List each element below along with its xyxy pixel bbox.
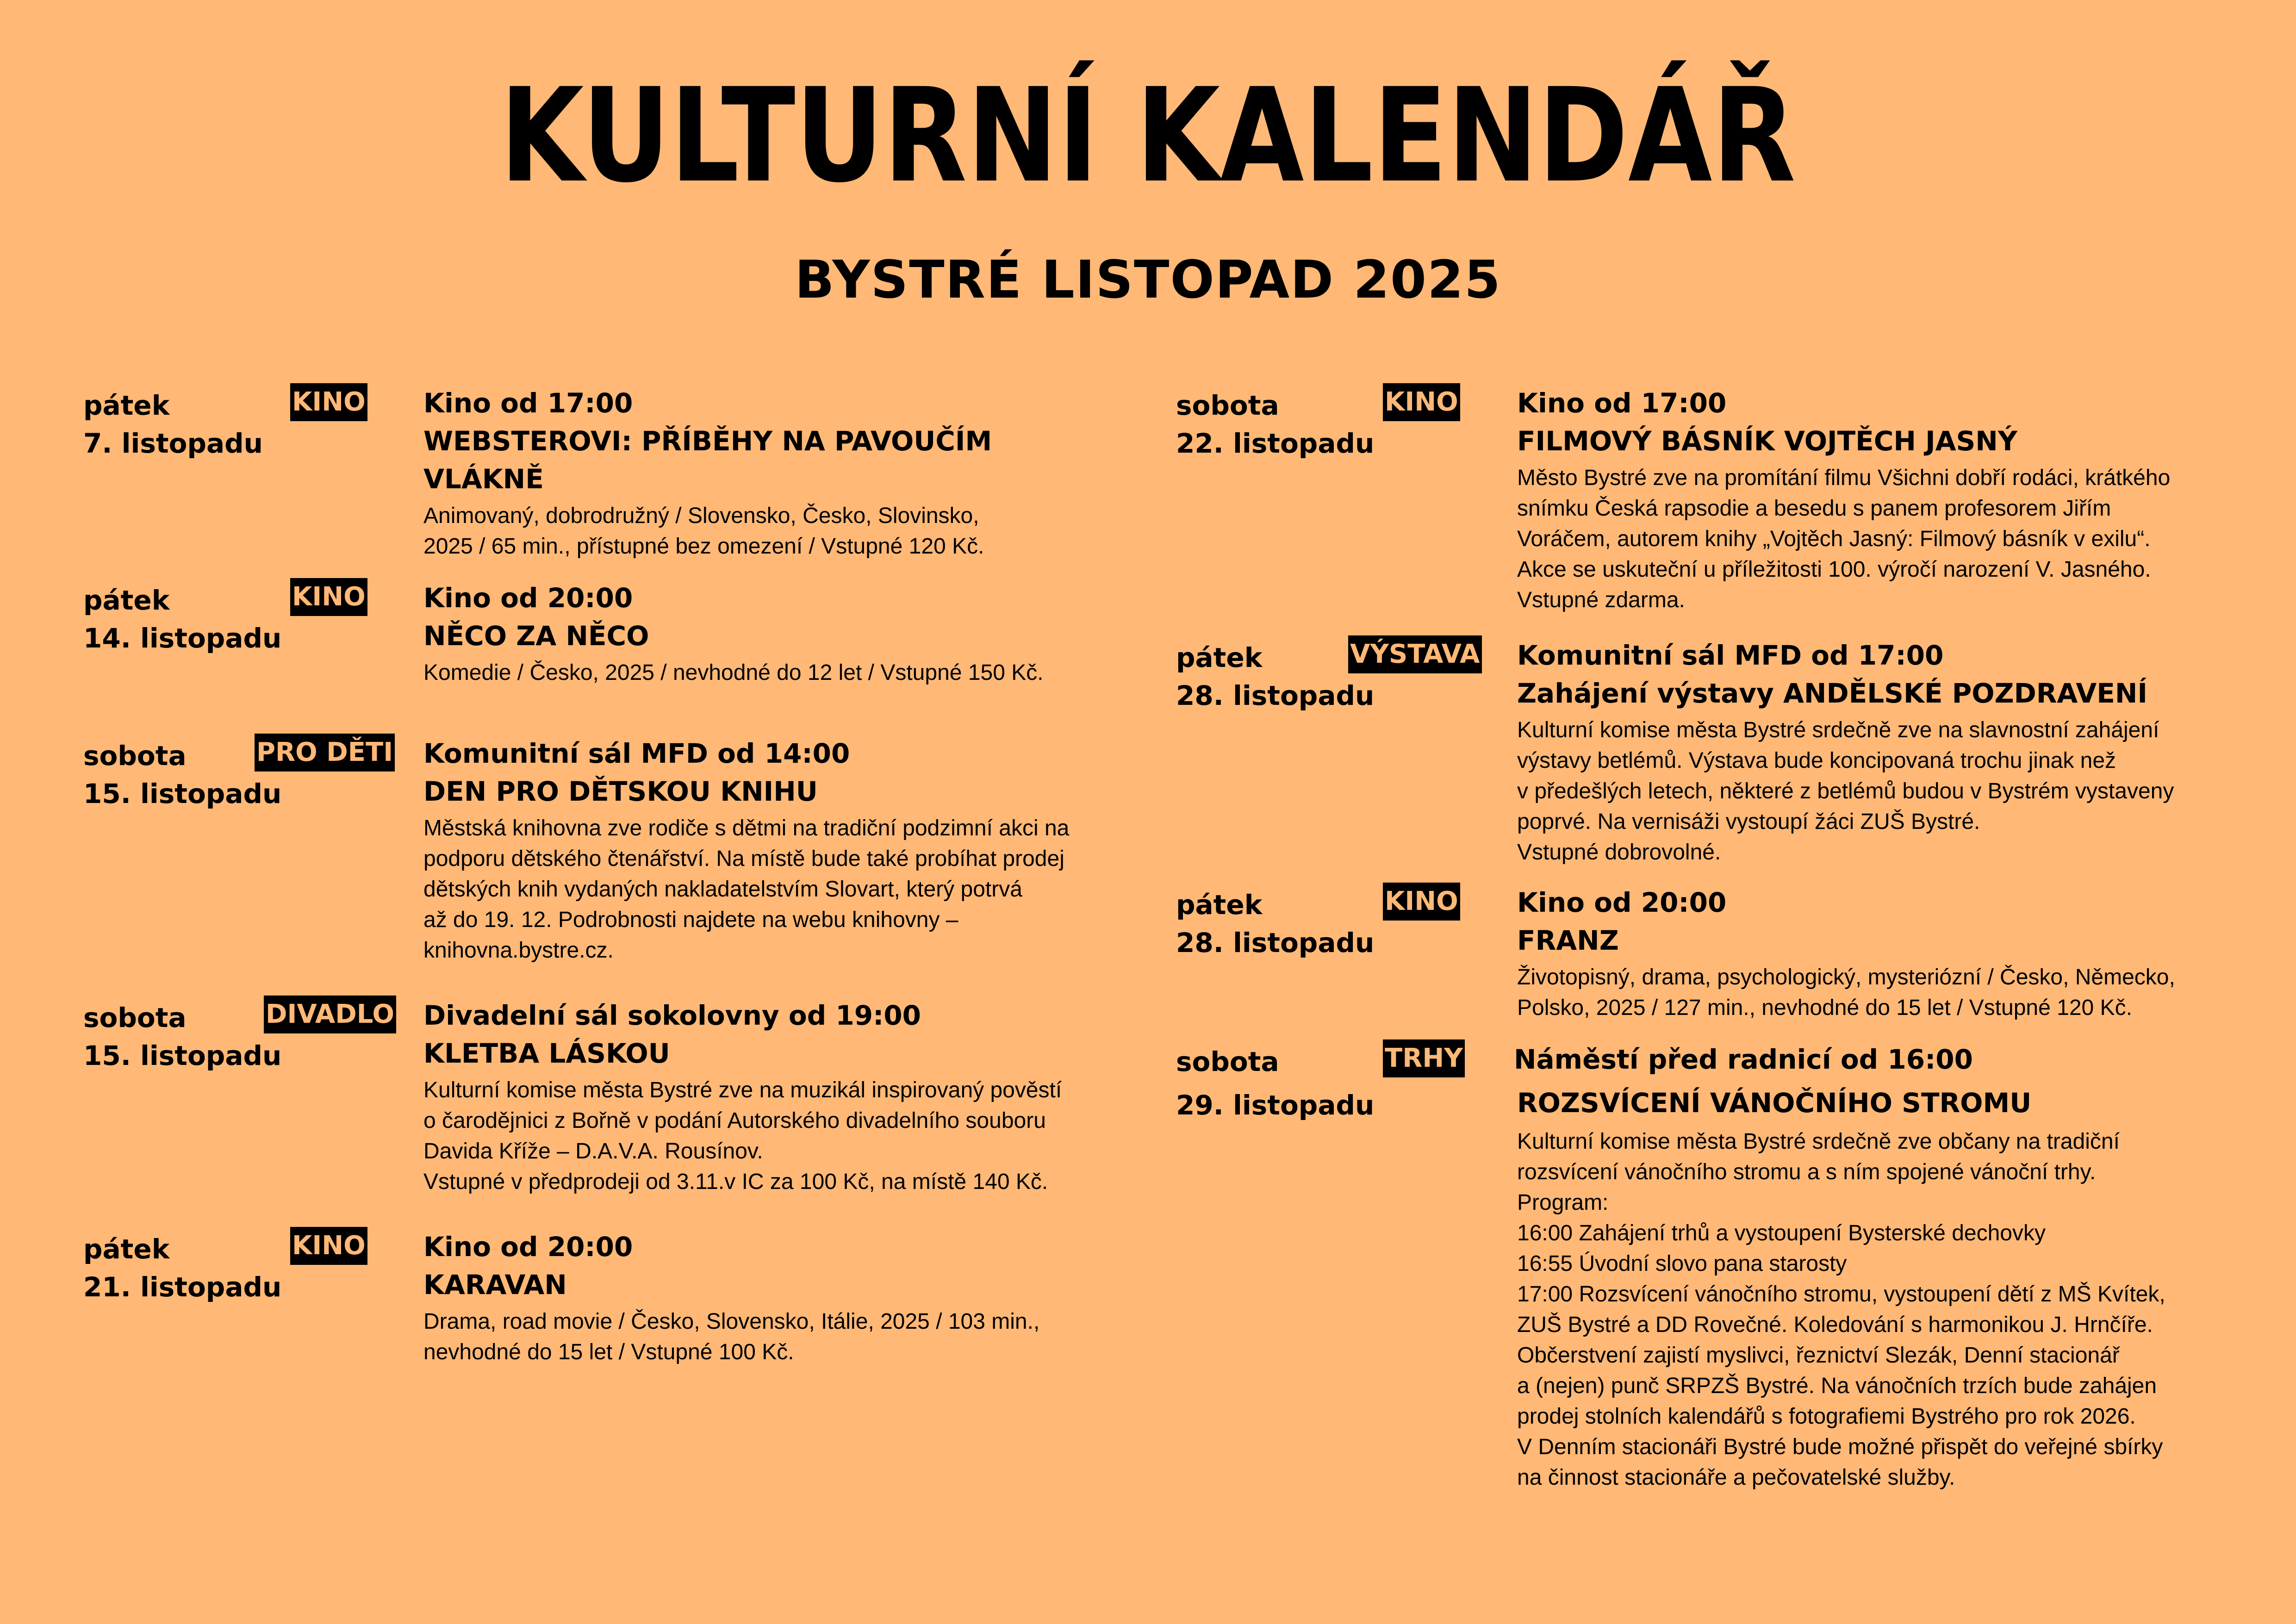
description-line: prodej stolních kalendářů s fotografiemi Bystrého pro rok 2026. xyxy=(1517,1404,2136,1429)
description-line: Voráčem, autorem knihy „Vojtěch Jasný: Filmový básník v exilu“. xyxy=(1517,527,2151,551)
event-category-tag: PRO DĚTI xyxy=(255,734,395,772)
event-description xyxy=(423,813,1069,966)
event-title: Zahájení výstavy ANDĚLSKÉ POZDRAVENÍ xyxy=(1517,678,2147,709)
description-line: na činnost stacionáře a pečovatelské služby. xyxy=(1517,1465,1955,1490)
event-category-tag: KINO xyxy=(290,578,367,616)
event-category-tag: TRHY xyxy=(1383,1039,1465,1077)
description-line: výstavy betlémů. Výstava bude koncipovaná trochu jinak než xyxy=(1517,748,2116,773)
description-line: Kulturní komise města Bystré srdečně zve občany na tradiční xyxy=(1517,1129,2120,1154)
description-line: Kulturní komise města Bystré zve na muzikál inspirovaný pověstí xyxy=(423,1078,1062,1102)
description-line: Město Bystré zve na promítání filmu Všichni dobří rodáci, krátkého xyxy=(1517,466,2171,490)
event-date: 15. listopadu xyxy=(83,778,282,809)
description-line: v předešlých letech, některé z betlémů budou v Bystrém vystaveny xyxy=(1517,779,2174,803)
event-day: sobota xyxy=(83,740,187,772)
event-title: KARAVAN xyxy=(423,1269,567,1300)
description-line: 17:00 Rozsvícení vánočního stromu, vystoupení dětí z MŠ Kvítek, xyxy=(1517,1282,2165,1307)
event-category-tag: DIVADLO xyxy=(264,996,396,1033)
event-venue-time: Komunitní sál MFD od 17:00 xyxy=(1517,640,1944,671)
description-line: knihovna.bystre.cz. xyxy=(423,938,614,963)
event-category-tag: KINO xyxy=(290,1227,367,1265)
event-venue-time: Kino od 20:00 xyxy=(423,1231,633,1263)
description-line: poprvé. Na vernisáži vystoupí žáci ZUŠ Bystré. xyxy=(1517,809,1980,834)
description-line: Občerstvení zajistí myslivci, řeznictví Slezák, Denní stacionář xyxy=(1517,1343,2120,1368)
event-content xyxy=(423,387,992,562)
event-content xyxy=(423,1233,1039,1368)
description-line: až do 19. 12. Podrobnosti najdete na webu knihovny – xyxy=(423,908,958,932)
event-description xyxy=(1517,962,2175,1023)
event-day: pátek xyxy=(83,1233,170,1265)
description-line: V Denním stacionáři Bystré bude možné přispět do veřejné sbírky xyxy=(1517,1435,2163,1459)
description-line: dětských knih vydaných nakladatelstvím Slovart, který potrvá xyxy=(423,877,1022,902)
description-line: Akce se uskuteční u příležitosti 100. výročí narození V. Jasného. xyxy=(1517,557,2151,582)
description-line: 2025 / 65 min., přístupné bez omezení / Vstupné 120 Kč. xyxy=(423,534,984,559)
description-line: o čarodějnici z Bořně v podání Autorského divadelního souboru xyxy=(423,1108,1046,1133)
description-line: a (nejen) punč SRPZŠ Bystré. Na vánočních trzích bude zahájen xyxy=(1517,1374,2157,1398)
description-line: Životopisný, drama, psychologický, mysteriózní / Česko, Německo, xyxy=(1517,965,2175,989)
event-title: NĚCO ZA NĚCO xyxy=(423,620,649,652)
event-venue-time: Kino od 17:00 xyxy=(423,387,633,419)
event-day: pátek xyxy=(83,585,170,616)
description-line: ZUŠ Bystré a DD Rovečné. Koledování s harmonikou J. Hrnčíře. xyxy=(1517,1313,2153,1337)
event-content xyxy=(1517,642,2174,868)
event-venue-time: Kino od 20:00 xyxy=(423,582,633,614)
event-day: pátek xyxy=(1176,889,1263,921)
event-day: pátek xyxy=(1176,642,1263,673)
event-day: sobota xyxy=(1176,1046,1279,1077)
event-category-tag: KINO xyxy=(1383,883,1460,921)
event-day: sobota xyxy=(83,1002,187,1033)
event-content xyxy=(1517,889,2175,1023)
event-date: 29. listopadu xyxy=(1176,1089,1375,1121)
description-line: podporu dětského čtenářství. Na místě bude také probíhat prodej xyxy=(423,846,1064,871)
event-title: ROZSVÍCENÍ VÁNOČNÍHO STROMU xyxy=(1517,1087,2032,1119)
event-venue-time: Kino od 17:00 xyxy=(1517,387,1727,419)
event-description xyxy=(1517,463,2170,616)
event-date: 28. listopadu xyxy=(1176,680,1375,711)
event-category-tag: KINO xyxy=(1383,383,1460,421)
description-line: snímku Česká rapsodie a besedu s panem profesorem Jiřím xyxy=(1517,496,2111,521)
event-content xyxy=(423,740,1069,966)
event-content xyxy=(1514,1046,2165,1493)
event-date: 15. listopadu xyxy=(83,1040,282,1071)
page-subtitle: BYSTRÉ LISTOPAD 2025 xyxy=(795,250,1501,310)
description-line: Davida Kříže – D.A.V.A. Rousínov. xyxy=(423,1139,763,1164)
event-day: sobota xyxy=(1176,390,1279,421)
description-line: Polsko, 2025 / 127 min., nevhodné do 15 let / Vstupné 120 Kč. xyxy=(1517,996,2132,1020)
event-day: pátek xyxy=(83,390,170,421)
event-description xyxy=(423,1307,1039,1368)
description-line: Vstupné v předprodeji od 3.11.v IC za 100 Kč, na místě 140 Kč. xyxy=(423,1170,1048,1194)
description-line: Drama, road movie / Česko, Slovensko, Itálie, 2025 / 103 min., xyxy=(423,1309,1040,1334)
page-title-text: KULTURNÍ KALENDÁŘ xyxy=(500,61,2047,212)
event-description xyxy=(423,1075,1062,1197)
event-title-line-2: VLÁKNĚ xyxy=(423,463,544,495)
event-venue-time: Komunitní sál MFD od 14:00 xyxy=(423,738,850,769)
event-venue-time: Divadelní sál sokolovny od 19:00 xyxy=(423,1000,921,1031)
event-description xyxy=(423,658,1044,688)
description-line: Vstupné dobrovolné. xyxy=(1517,840,1721,865)
description-line: rozsvícení vánočního stromu a s ním spojené vánoční trhy. xyxy=(1517,1160,2096,1184)
event-venue-time: Kino od 20:00 xyxy=(1517,887,1727,918)
description-line: 16:55 Úvodní slovo pana starosty xyxy=(1517,1251,1847,1276)
description-line: nevhodné do 15 let / Vstupné 100 Kč. xyxy=(423,1340,794,1364)
event-description xyxy=(1517,715,2174,868)
description-line: Komedie / Česko, 2025 / nevhodné do 12 let / Vstupné 150 Kč. xyxy=(423,660,1044,685)
event-description xyxy=(423,501,992,562)
event-date: 21. listopadu xyxy=(83,1271,282,1303)
event-date: 7. listopadu xyxy=(83,428,263,459)
event-description xyxy=(1517,1126,2165,1493)
page-title xyxy=(491,56,2047,212)
description-line: Vstupné zdarma. xyxy=(1517,588,1685,612)
event-venue-time: Náměstí před radnicí od 16:00 xyxy=(1514,1044,1973,1075)
event-date: 14. listopadu xyxy=(83,622,282,654)
description-line: Animovaný, dobrodružný / Slovensko, Česko, Slovinsko, xyxy=(423,504,979,528)
event-date: 28. listopadu xyxy=(1176,927,1375,958)
description-line: Kulturní komise města Bystré srdečně zve na slavnostní zahájení xyxy=(1517,718,2159,742)
event-title: FILMOVÝ BÁSNÍK VOJTĚCH JASNÝ xyxy=(1517,425,2017,457)
event-title: FRANZ xyxy=(1517,925,1619,956)
description-line: 16:00 Zahájení trhů a vystoupení Bysterské dechovky xyxy=(1517,1221,2046,1245)
event-title: KLETBA LÁSKOU xyxy=(423,1038,670,1069)
event-content xyxy=(423,1002,1062,1197)
event-title: DEN PRO DĚTSKOU KNIHU xyxy=(423,776,818,807)
event-title: WEBSTEROVI: PŘÍBĚHY NA PAVOUČÍM xyxy=(423,425,992,457)
event-date: 22. listopadu xyxy=(1176,428,1375,459)
event-content xyxy=(423,582,1044,688)
event-category-tag: KINO xyxy=(290,383,367,421)
event-category-tag: VÝSTAVA xyxy=(1348,635,1482,673)
description-line: Městská knihovna zve rodiče s dětmi na tradiční podzimní akci na xyxy=(423,816,1070,840)
event-content xyxy=(1517,387,2171,616)
description-line: Program: xyxy=(1517,1190,1609,1215)
